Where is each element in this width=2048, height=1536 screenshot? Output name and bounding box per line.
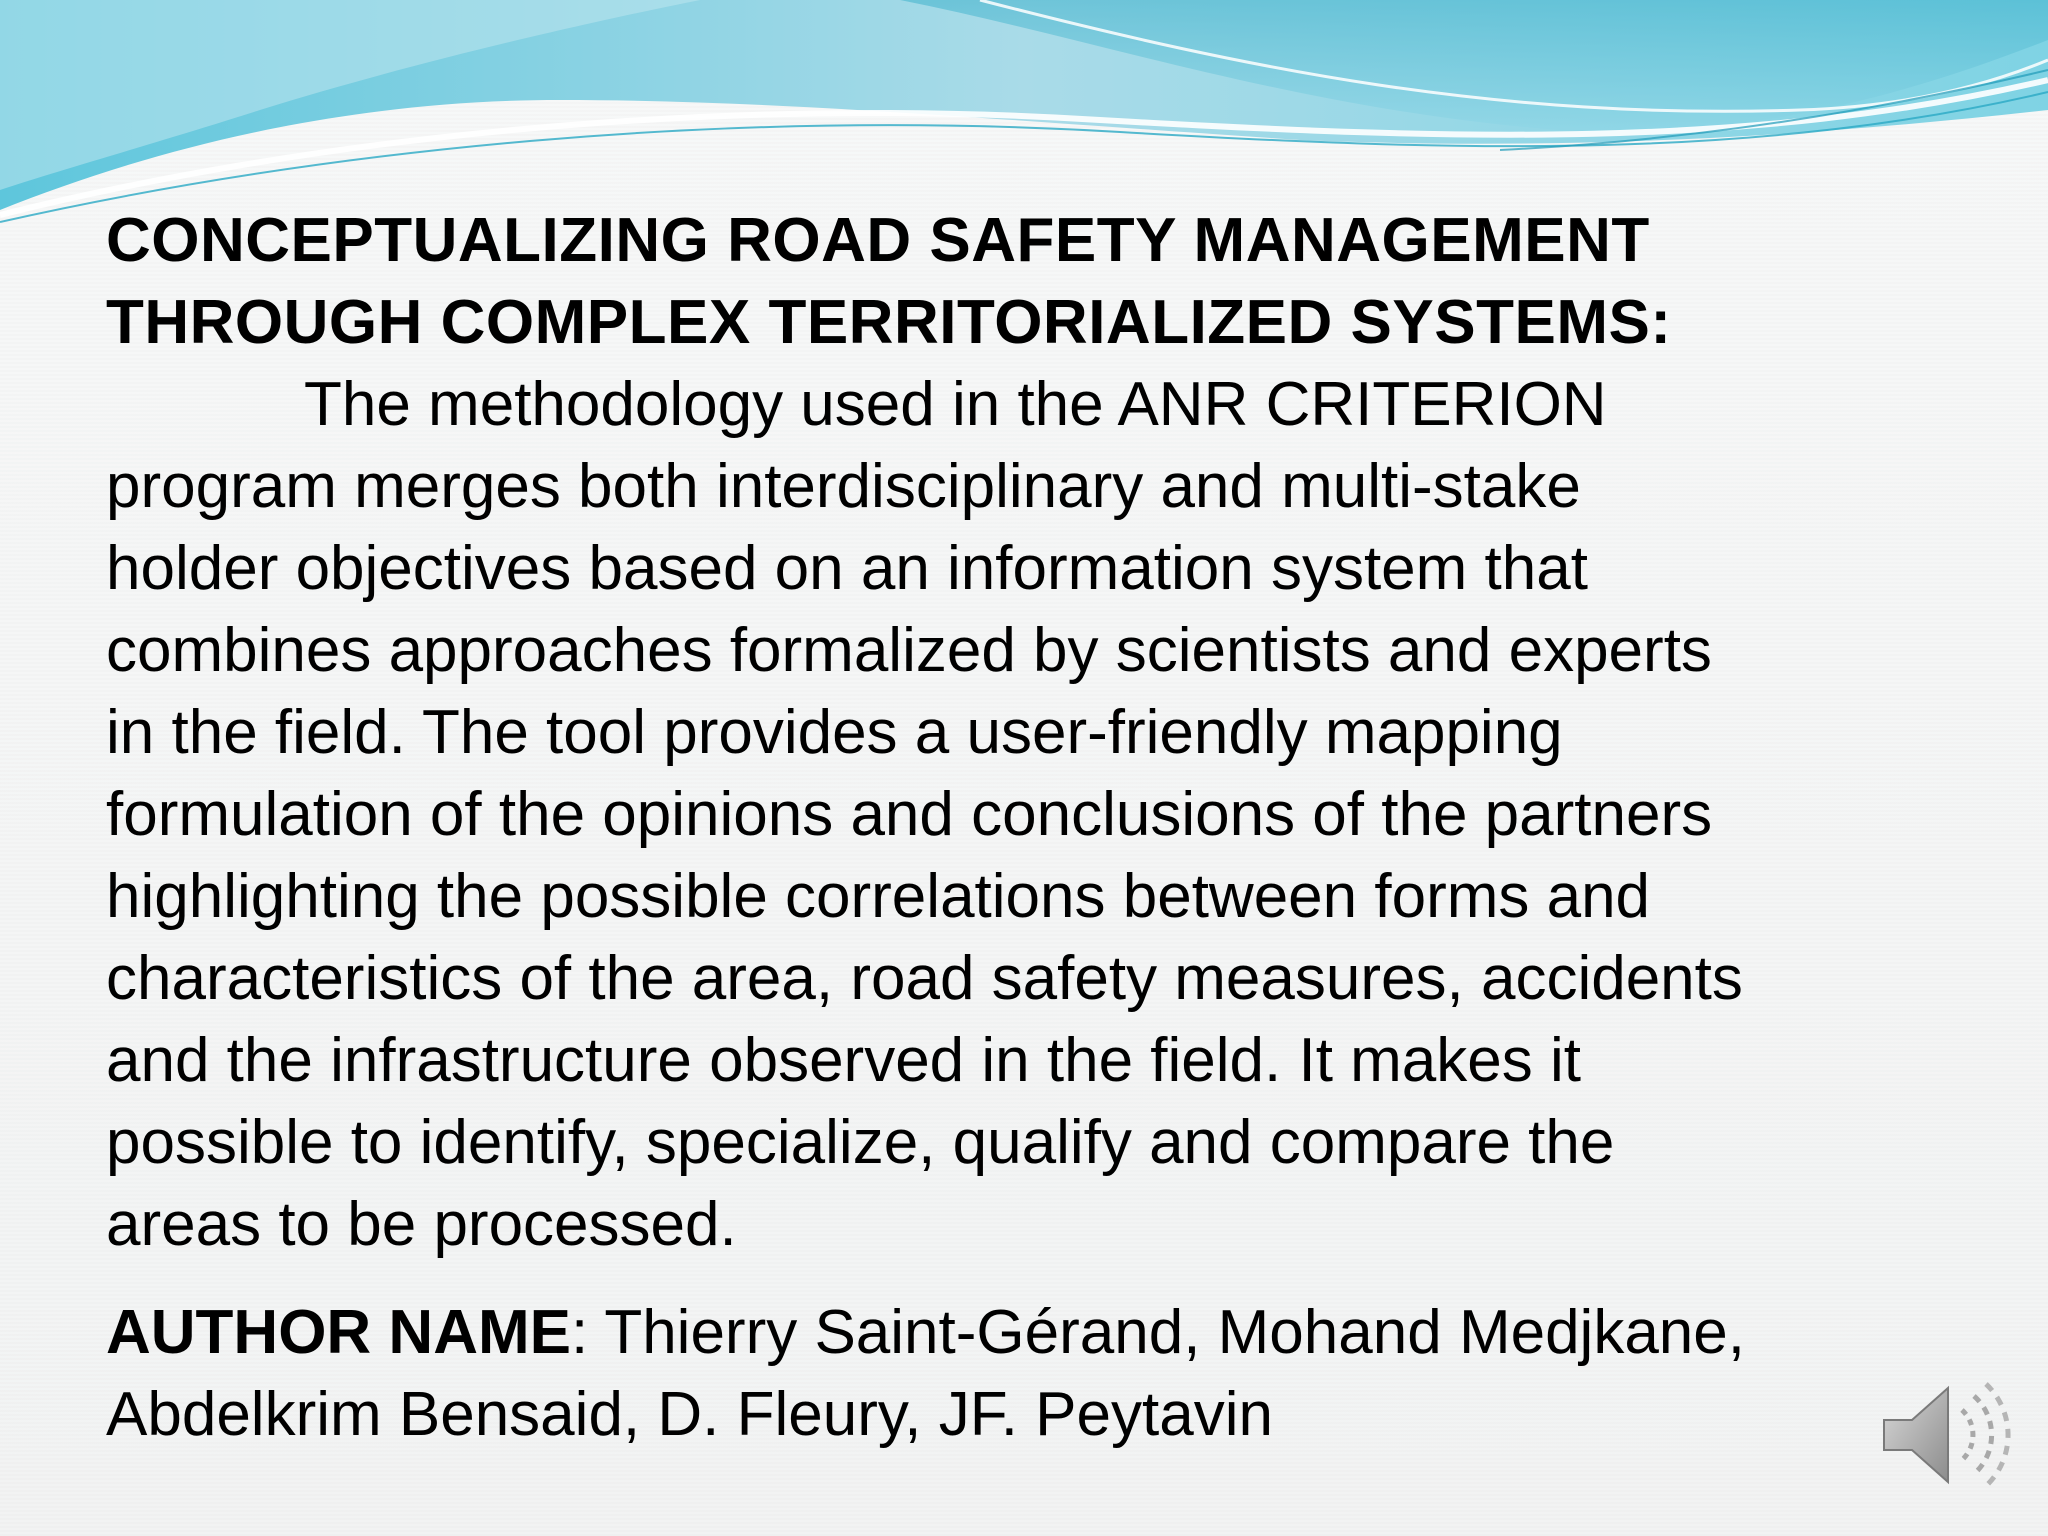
abstract-line: holder objectives based on an information system that <box>106 534 1588 603</box>
abstract-paragraph <box>106 364 1986 1266</box>
speaker-icon[interactable] <box>1876 1370 2016 1500</box>
speaker-icon-graphic <box>1876 1370 2016 1500</box>
abstract-line: combines approaches formalized by scientists and experts <box>106 616 1712 685</box>
title-line-2: THROUGH COMPLEX TERRITORIALIZED SYSTEMS: <box>106 288 1672 357</box>
abstract-line: The methodology used in the ANR CRITERION <box>304 370 1607 439</box>
author-block <box>106 1292 1986 1456</box>
abstract-line: in the field. The tool provides a user-friendly mapping <box>106 698 1563 767</box>
author-separator: : <box>570 1298 589 1367</box>
abstract-line: areas to be processed. <box>106 1190 737 1259</box>
author-label: AUTHOR NAME <box>106 1298 571 1367</box>
abstract-line: and the infrastructure observed in the field. It makes it <box>106 1026 1581 1095</box>
slide-content <box>106 200 1986 1456</box>
abstract-line: highlighting the possible correlations between forms and <box>106 862 1651 931</box>
abstract-line: possible to identify, specialize, qualify and compare the <box>106 1108 1615 1177</box>
abstract-line: characteristics of the area, road safety measures, accidents <box>106 944 1743 1013</box>
abstract-line: program merges both interdisciplinary and multi-stake <box>106 452 1581 521</box>
slide-title <box>106 200 1986 364</box>
title-line-1: CONCEPTUALIZING ROAD SAFETY MANAGEMENT <box>106 206 1650 275</box>
author-line-1 <box>106 1292 1986 1374</box>
author-line-2: Abdelkrim Bensaid, D. Fleury, JF. Peytavin <box>106 1380 1273 1449</box>
abstract-line: formulation of the opinions and conclusions of the partners <box>106 780 1713 849</box>
author-names-1: Thierry Saint-Gérand, Mohand Medjkane, <box>588 1298 1745 1367</box>
